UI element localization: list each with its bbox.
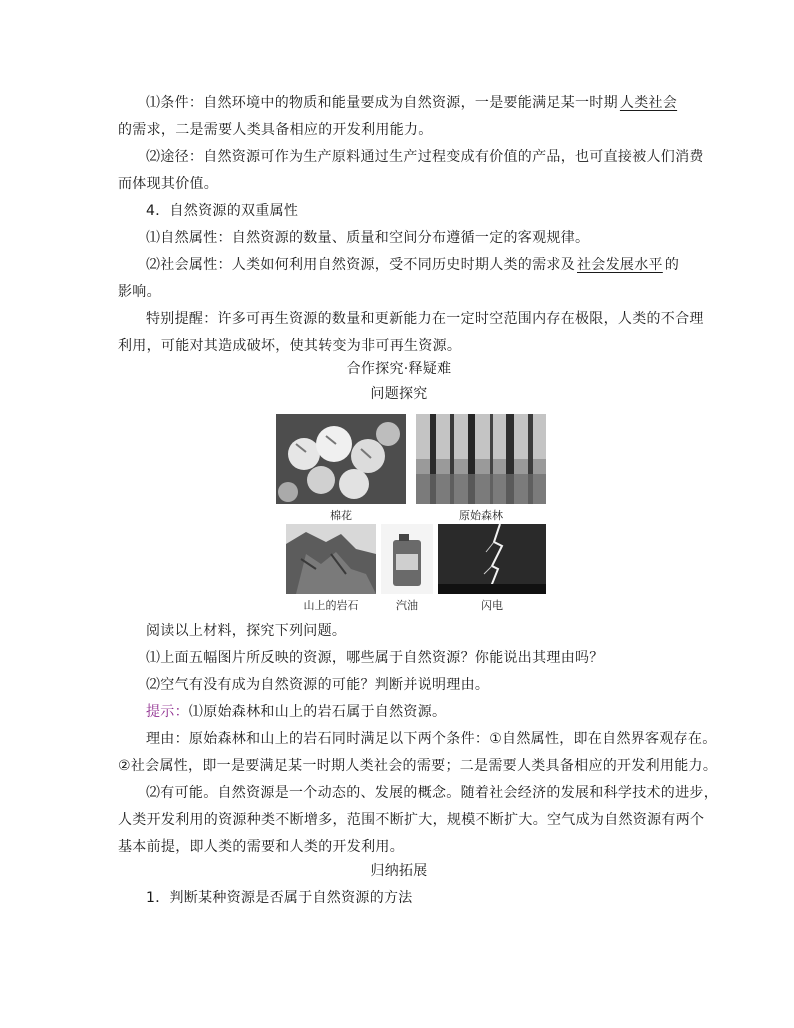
- underlined-answer: 人类社会: [619, 95, 678, 111]
- method-heading: 1．判断某种资源是否属于自然资源的方法: [146, 890, 413, 906]
- question-intro: 阅读以上材料，探究下列问题。: [146, 623, 347, 639]
- hint-text: ⑴原始森林和山上的岩石属于自然资源。: [188, 704, 447, 720]
- summary-title: 归纳拓展: [370, 863, 428, 879]
- lightning-illustration: [438, 524, 546, 594]
- text-run: ⑵社会属性：人类如何利用自然资源，受不同历史时期人类的需求及: [146, 257, 575, 273]
- reason-line-1: 理由：原始森林和山上的岩石同时满足以下两个条件：①自然属性，即在自然界客观存在。: [146, 731, 717, 747]
- lightning-caption: 闪电: [481, 599, 503, 612]
- answer2-line-1: ⑵有可能。自然资源是一个动态的、发展的概念。随着社会经济的发展和科学技术的进步，: [146, 785, 718, 801]
- path-line-1: ⑵途径：自然资源可作为生产原料通过生产过程变成有价值的产品，也可直接被人们消费: [146, 149, 704, 165]
- hint-line: [146, 702, 680, 722]
- rock-illustration: [286, 524, 376, 594]
- hint-label: 提示：: [146, 704, 189, 720]
- lightning-photo: [438, 524, 546, 594]
- cotton-caption: 棉花: [330, 509, 352, 522]
- question-1: ⑴上面五幅图片所反映的资源，哪些属于自然资源？你能说出其理由吗？: [146, 650, 604, 666]
- cotton-illustration: [276, 414, 406, 504]
- text-run: ⑴条件：自然环境中的物质和能量要成为自然资源，一是要能满足某一时期: [146, 95, 618, 111]
- forest-caption: 原始森林: [459, 509, 503, 522]
- gasoline-caption: 汽油: [396, 599, 418, 612]
- reason-line-2: ②社会属性，即一是要满足某一时期人类社会的需要；二是需要人类具备相应的开发利用能力。: [118, 758, 718, 774]
- answer2-line-2: 人类开发利用的资源种类不断增多，范围不断扩大，规模不断扩大。空气成为自然资源有两个: [118, 812, 705, 828]
- forest-illustration: [416, 414, 546, 504]
- gasoline-can-icon: [381, 524, 433, 594]
- question-2: ⑵空气有没有成为自然资源的可能？判断并说明理由。: [146, 677, 490, 693]
- condition-line-2: 的需求，二是需要人类具备相应的开发利用能力。: [118, 122, 433, 138]
- rock-caption: 山上的岩石: [303, 599, 359, 612]
- special-note-line-2: 利用，可能对其造成破坏，使其转变为非可再生资源。: [118, 338, 462, 354]
- heading-dual-attributes: 4．自然资源的双重属性: [146, 203, 299, 219]
- section-title: 合作探究·释疑难: [346, 361, 452, 377]
- social-attribute-line-2: 影响。: [118, 284, 161, 300]
- underlined-answer: 社会发展水平: [577, 257, 663, 273]
- social-attribute-line-1: [146, 255, 680, 275]
- gasoline-photo: [381, 524, 433, 594]
- sub-title: 问题探究: [370, 386, 428, 402]
- rock-photo: [286, 524, 376, 594]
- text-run: 的: [664, 257, 680, 273]
- forest-photo: [416, 414, 546, 504]
- special-note-line-1: 特别提醒：许多可再生资源的数量和更新能力在一定时空范围内存在极限，人类的不合理: [146, 311, 704, 327]
- answer2-line-3: 基本前提，即人类的需要和人类的开发利用。: [118, 839, 404, 855]
- natural-attribute: ⑴自然属性：自然资源的数量、质量和空间分布遵循一定的客观规律。: [146, 230, 590, 246]
- path-line-2: 而体现其价值。: [118, 176, 219, 192]
- cotton-photo: [276, 414, 406, 504]
- condition-line-1: [146, 93, 680, 113]
